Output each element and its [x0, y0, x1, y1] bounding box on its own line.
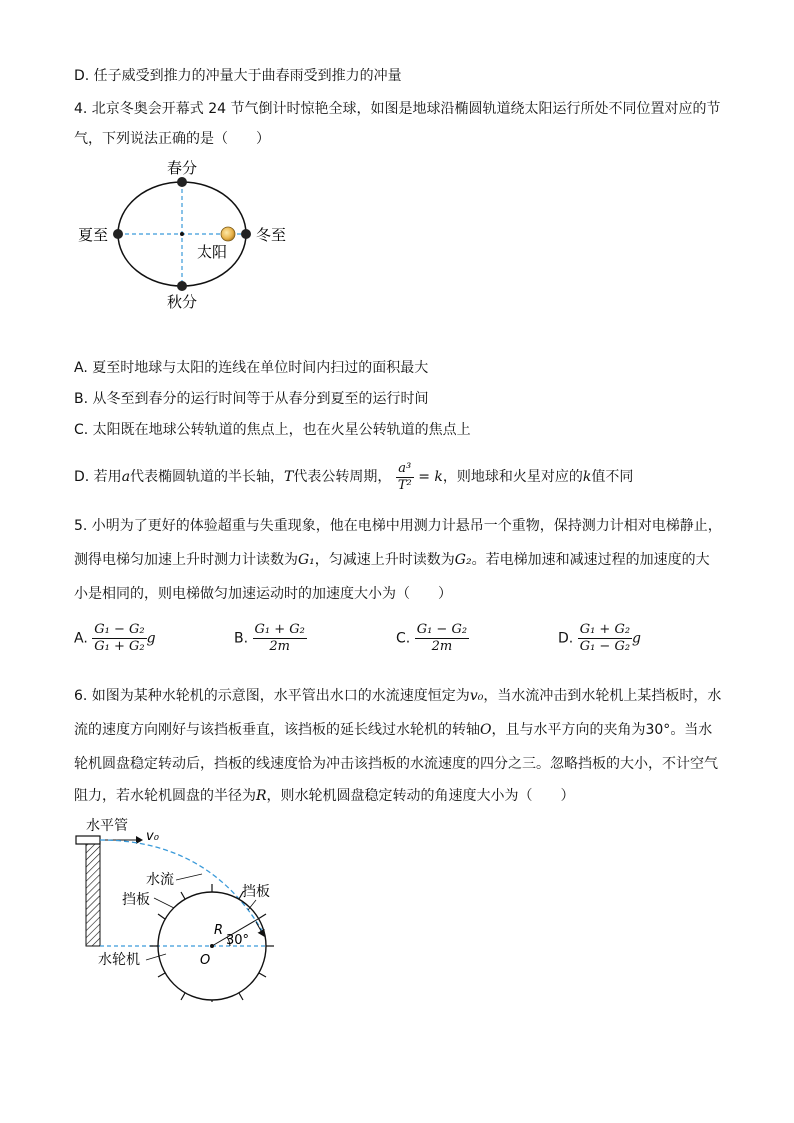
- q6-stem-line3: 轮机圆盘稳定转动后，挡板的线速度恰为冲击该挡板的水流速度的四分之三。忽略挡板的大小，不计空气: [74, 756, 718, 772]
- earth-autumn: [177, 281, 187, 291]
- label-spring: 春分: [166, 159, 198, 177]
- q4-option-a: A. 夏至时地球与太阳的连线在单位时间内扫过的面积最大: [74, 360, 429, 376]
- water-leader: [176, 874, 202, 880]
- label-baffle-right: 挡板: [242, 884, 270, 900]
- label-R: R: [214, 923, 224, 938]
- q4-stem-line1: 4. 北京冬奥会开幕式 24 节气倒计时惊艳全球，如图是地球沿椭圆轨道绕太阳运行所处不同位置对应的节: [74, 101, 721, 117]
- q6-stem-line2: 流的速度方向刚好与该挡板垂直，该挡板的延长线过水轮机的转轴O，且与水平方向的夹角为30°。当水: [74, 722, 713, 738]
- baffle-left-leader: [154, 898, 174, 908]
- orbit-center-dot: [180, 232, 184, 236]
- q4-option-c: C. 太阳既在地球公转轨道的焦点上，也在火星公转轨道的焦点上: [74, 422, 471, 438]
- q5-option-a: A. $\frac{\text{G₁ − G₂}}{\text{G₁ + G₂}}$ g: [74, 622, 156, 654]
- q4-option-b: B. 从冬至到春分的运行时间等于从春分到夏至的运行时间: [74, 391, 429, 407]
- turbine-leader: [146, 954, 166, 960]
- q4-stem-line2: 气，下列说法正确的是（ ）: [74, 131, 270, 147]
- q5-stem-line3: 小是相同的，则电梯做匀加速运动时的加速度大小为（ ）: [74, 586, 452, 602]
- earth-summer: [113, 229, 123, 239]
- q3-option-d: D. 任子威受到推力的冲量大于曲春雨受到推力的冲量: [74, 68, 402, 84]
- q5-option-d: D. $\frac{\text{G₁ + G₂}}{\text{G₁ − G₂}}$ g: [558, 622, 642, 654]
- earth-winter: [241, 229, 251, 239]
- label-O: O: [200, 953, 211, 968]
- label-summer: 夏至: [77, 226, 108, 244]
- q6-stem-line4: 阻力，若水轮机圆盘的半径为R，则水轮机圆盘稳定转动的角速度大小为（ ）: [74, 788, 575, 804]
- label-winter: 冬至: [256, 226, 287, 244]
- baffle-right-leader: [248, 900, 256, 910]
- label-water: 水流: [146, 872, 174, 888]
- water-turbine-diagram: [70, 812, 300, 1002]
- label-turbine: 水轮机: [98, 952, 140, 968]
- label-v0: v₀: [146, 829, 159, 844]
- kepler-fraction: $\frac{\text{a³}}{\text{T²}}$: [397, 460, 412, 493]
- label-sun: 太阳: [196, 243, 228, 261]
- q5-stem-line2: 测得电梯匀加速上升时测力计读数为G₁，匀减速上升时读数为G₂。若电梯加速和减速过程的加速度的大: [74, 552, 710, 568]
- label-baffle-left: 挡板: [122, 892, 150, 908]
- wall: [86, 842, 100, 946]
- q5-option-b: B. $\frac{\text{G₁ + G₂}}{2m}$: [234, 622, 305, 654]
- label-angle: 30°: [226, 933, 250, 948]
- earth-spring: [177, 177, 187, 187]
- horizontal-pipe: [76, 836, 100, 844]
- water-stream: [100, 840, 264, 934]
- turbine-blades: [150, 884, 274, 1002]
- q4-option-d: D. 若用a代表椭圆轨道的半长轴，T代表公转周期， $\frac{\text{a³}}{\text{T²}}$ = k，则地球和火星对应的k值不同: [74, 460, 634, 493]
- q5-option-c: C. $\frac{\text{G₁ − G₂}}{2m}$: [396, 622, 468, 654]
- q6-stem-line1: 6. 如图为某种水轮机的示意图，水平管出水口的水流速度恒定为v₀，当水流冲击到水轮机上某挡板时，水: [74, 688, 722, 704]
- q5-stem-line1: 5. 小明为了更好的体验超重与失重现象，他在电梯中用测力计悬吊一个重物，保持测力计相对电梯静止，: [74, 518, 722, 534]
- label-autumn: 秋分: [166, 293, 198, 311]
- label-pipe: 水平管: [86, 818, 128, 834]
- sun-icon: [221, 227, 235, 241]
- earth-orbit-diagram: [70, 150, 310, 320]
